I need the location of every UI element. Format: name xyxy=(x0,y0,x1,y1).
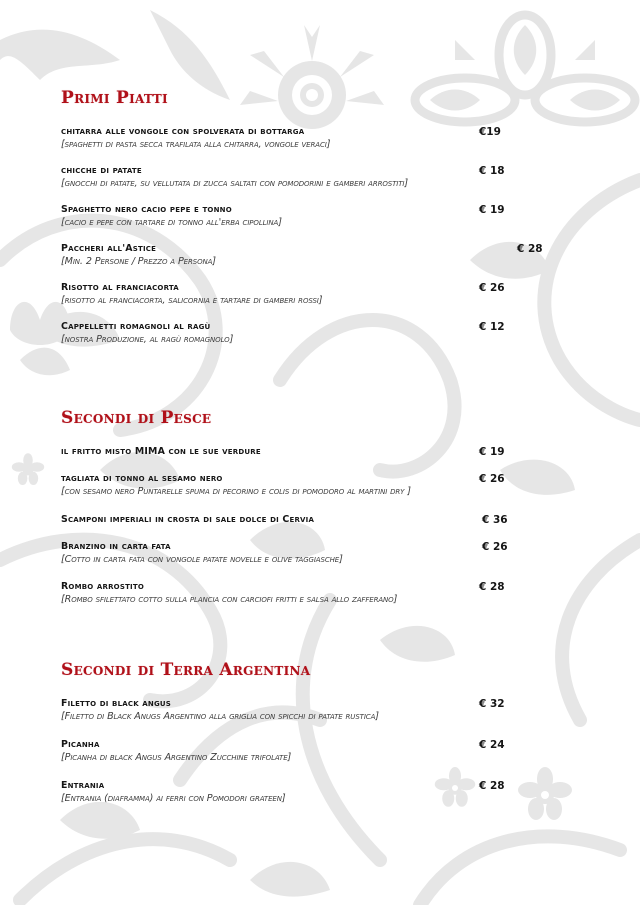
menu-item xyxy=(61,581,581,606)
item-price: € 28 xyxy=(517,243,543,255)
item-name: Entrania xyxy=(61,780,105,791)
item-name: Cappelletti romagnoli al ragù xyxy=(61,321,211,332)
item-price: € 19 xyxy=(479,204,505,216)
item-price: € 26 xyxy=(482,541,508,553)
menu-item xyxy=(61,165,581,190)
item-name: Filetto di black angus xyxy=(61,698,172,709)
menu-item xyxy=(61,780,581,805)
item-price: € 32 xyxy=(479,698,505,710)
section-title: Primi Piatti xyxy=(61,88,168,108)
item-description: [Min. 2 Persone / Prezzo a Persona] xyxy=(61,256,216,267)
item-description: [nostra Produzione, al ragù romagnolo] xyxy=(61,334,234,345)
menu-item xyxy=(61,739,581,764)
item-description: [Rombo sfilettato cotto sulla plancia con carciofi fritti e salsa allo zafferano] xyxy=(61,594,398,605)
item-price: € 28 xyxy=(479,780,505,792)
item-description: [spaghetti di pasta secca trafilata alla chitarra, vongole veraci] xyxy=(61,139,331,150)
item-name: il fritto misto MIMA con le sue verdure xyxy=(61,446,261,457)
menu-item xyxy=(61,204,581,229)
menu-item xyxy=(61,321,581,346)
menu-item xyxy=(61,514,581,526)
item-price: €19 xyxy=(479,126,501,138)
item-name: chitarra alle vongole con spolverata di bottarga xyxy=(61,126,305,137)
item-description: [Cotto in carta fata con vongole patate novelle e olive taggiasche] xyxy=(61,554,343,565)
item-price: € 19 xyxy=(479,446,505,458)
item-name: Rombo arrostito xyxy=(61,581,144,592)
item-name: Picanha xyxy=(61,739,100,750)
item-name: Scamponi imperiali in crosta di sale dolce di Cervia xyxy=(61,514,315,525)
item-name: chicche di patate xyxy=(61,165,142,176)
item-description: [gnocchi di patate, su vellutata di zucca saltati con pomodorini e gamberi arrostiti] xyxy=(61,178,409,189)
item-description: [con sesamo nero Puntarelle spuma di pecorino e colis di pomodoro al martini dry ] xyxy=(61,486,411,497)
section-secondi-di-terra-argentina xyxy=(61,660,581,818)
item-name: tagliata di tonno al sesamo nero xyxy=(61,473,223,484)
item-description: [Entrania (diaframma) ai ferri con Pomodori grateen] xyxy=(61,793,286,804)
section-secondi-di-pesce xyxy=(61,408,581,619)
item-price: € 26 xyxy=(479,282,505,294)
section-title: Secondi di Terra Argentina xyxy=(61,660,311,680)
item-description: [risotto al franciacorta, salicornia e tartare di gamberi rossi] xyxy=(61,295,323,306)
menu-item xyxy=(61,473,581,498)
item-price: € 18 xyxy=(479,165,505,177)
menu-item xyxy=(61,126,581,151)
item-price: € 12 xyxy=(479,321,505,333)
section-title: Secondi di Pesce xyxy=(61,408,212,428)
item-name: Spaghetto nero cacio pepe e tonno xyxy=(61,204,232,215)
menu-item xyxy=(61,243,581,268)
menu-item xyxy=(61,541,581,566)
item-name: Paccheri all'Astice xyxy=(61,243,157,254)
item-price: € 28 xyxy=(479,581,505,593)
section-primi-piatti xyxy=(61,88,581,359)
item-price: € 36 xyxy=(482,514,508,526)
menu-item xyxy=(61,446,581,458)
item-description: [Filetto di Black Anugs Argentino alla griglia con spicchi di patate rustica] xyxy=(61,711,379,722)
menu-item xyxy=(61,698,581,723)
item-description: [Picanha di black Angus Argentino Zucchine trifolate] xyxy=(61,752,292,763)
item-name: Risotto al franciacorta xyxy=(61,282,179,293)
item-price: € 26 xyxy=(479,473,505,485)
item-price: € 24 xyxy=(479,739,505,751)
item-description: [cacio e pepe con tartare di tonno all'erba cipollina] xyxy=(61,217,282,228)
menu-item xyxy=(61,282,581,307)
item-name: Branzino in carta fata xyxy=(61,541,171,552)
